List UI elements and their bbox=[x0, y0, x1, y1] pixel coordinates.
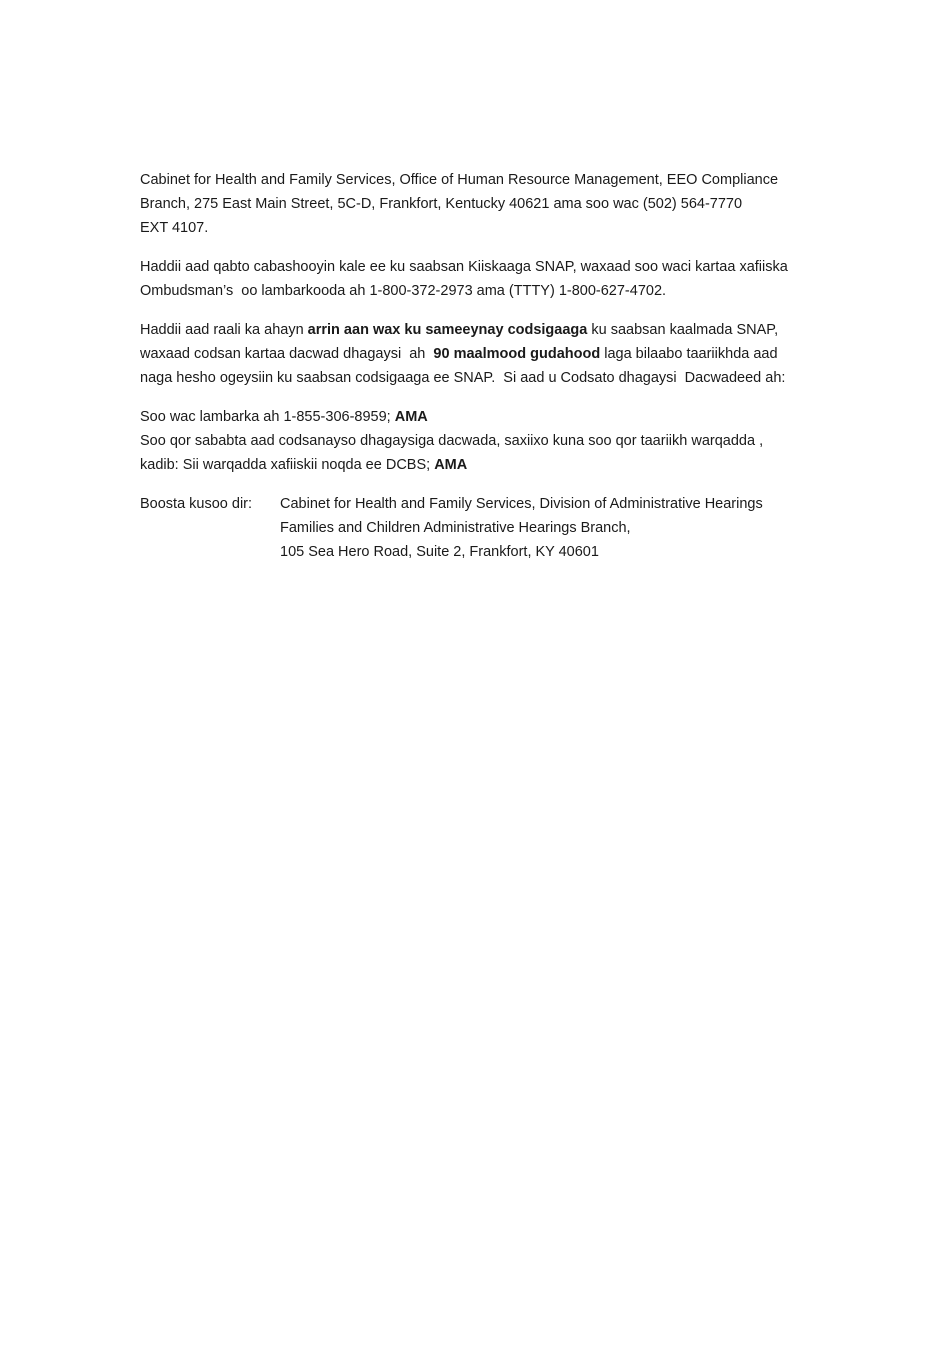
mail-paragraph bbox=[140, 492, 820, 564]
hearing-line-2-post: laga bilaabo taariikhda aad bbox=[600, 346, 778, 362]
contact-line-1: Cabinet for Health and Family Services, Office of Human Resource Management, EEO Compliance bbox=[140, 172, 779, 188]
options-line-1-pre: Soo wac lambarka ah 1-855-306-8959; bbox=[140, 409, 395, 425]
options-line-3 bbox=[140, 453, 820, 477]
mail-address-line-2: Families and Children Administrative Hearings Branch, bbox=[280, 520, 631, 536]
mail-label: Boosta kusoo dir: bbox=[140, 496, 253, 512]
hearing-line-3: naga hesho ogeysiin ku saabsan codsigaaga ee SNAP. Si aad u Codsato dhagaysi Dacwadeed ah: bbox=[140, 370, 786, 386]
options-line-1 bbox=[140, 405, 820, 429]
ombudsman-paragraph bbox=[140, 255, 820, 303]
document-page bbox=[140, 168, 820, 564]
options-paragraph bbox=[140, 405, 820, 477]
contact-line-3: EXT 4107. bbox=[140, 220, 209, 236]
mail-address-line-1: Cabinet for Health and Family Services, Division of Administrative Hearings bbox=[280, 496, 763, 512]
options-line-1-or: AMA bbox=[394, 409, 428, 425]
hearing-line-1-pre: Haddii aad raali ka ahayn bbox=[140, 322, 308, 338]
contact-line-2: Branch, 275 East Main Street, 5C-D, Frankfort, Kentucky 40621 ama soo wac (502) 564-7770 bbox=[140, 196, 743, 212]
options-line-3-pre: kadib: Sii warqadda xafiiskii noqda ee DCBS; bbox=[140, 457, 435, 473]
mail-address bbox=[280, 492, 763, 564]
contact-paragraph bbox=[140, 168, 820, 240]
mail-address-line-3: 105 Sea Hero Road, Suite 2, Frankfort, KY 40601 bbox=[280, 544, 599, 560]
hearing-line-2 bbox=[140, 342, 820, 366]
options-line-3-or: AMA bbox=[434, 457, 468, 473]
hearing-line-1-emphasis: arrin aan wax ku sameeynay codsigaaga bbox=[307, 322, 588, 338]
ombudsman-line-2: Ombudsman’s oo lambarkooda ah 1-800-372-2973 ama (TTTY) 1-800-627-4702. bbox=[140, 283, 667, 299]
ombudsman-line-1: Haddii aad qabto cabashooyin kale ee ku saabsan Kiiskaaga SNAP, waxaad soo waci kartaa xafiiska bbox=[140, 259, 788, 275]
hearing-paragraph bbox=[140, 318, 820, 390]
hearing-line-1 bbox=[140, 318, 820, 342]
hearing-line-2-pre: waxaad codsan kartaa dacwad dhagaysi ah bbox=[140, 346, 434, 362]
hearing-line-1-post: ku saabsan kaalmada SNAP, bbox=[587, 322, 779, 338]
hearing-line-2-emphasis: 90 maalmood gudahood bbox=[433, 346, 601, 362]
options-line-2: Soo qor sababta aad codsanayso dhagaysiga dacwada, saxiixo kuna soo qor taariikh warqadda , bbox=[140, 433, 764, 449]
